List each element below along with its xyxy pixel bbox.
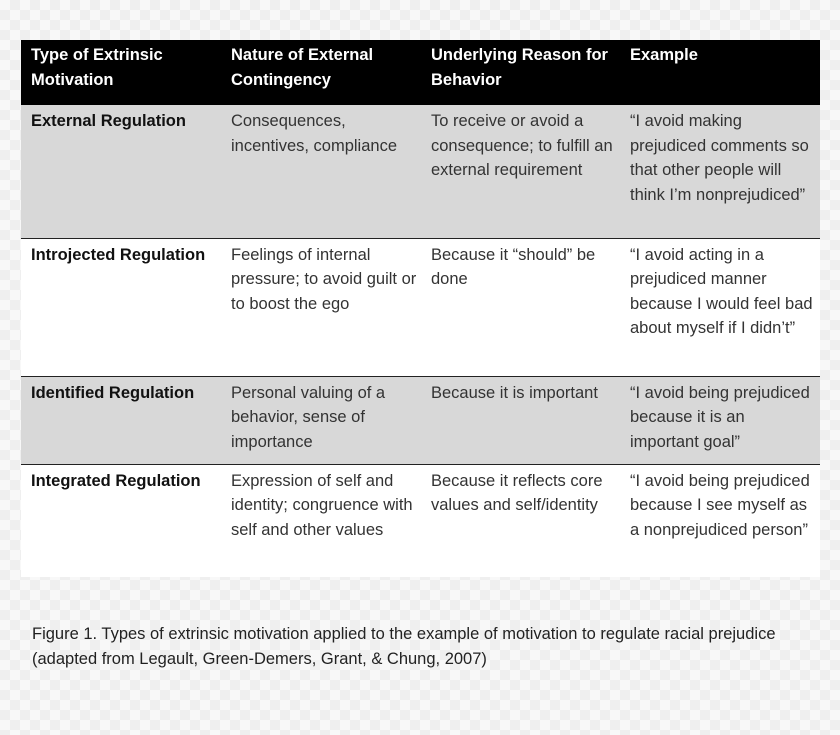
row-example: “I avoid being prejudiced because it is an important goal”: [620, 376, 820, 464]
row-reason: Because it “should” be done: [421, 238, 620, 376]
row-type: Integrated Regulation: [31, 471, 201, 490]
row-contingency: Personal valuing of a behavior, sense of importance: [221, 376, 421, 464]
row-type: External Regulation: [21, 105, 221, 238]
row-contingency: Expression of self and identity; congruence with self and other values: [231, 471, 413, 539]
header-reason: Underlying Reason for Behavior: [431, 46, 608, 89]
row-example: “I avoid acting in a prejudiced manner because I would feel bad about myself if I didn’t”: [620, 238, 820, 376]
table-row: [21, 238, 820, 376]
table-header-row: [21, 40, 820, 105]
row-reason: To receive or avoid a consequence; to fulfill an external requirement: [421, 105, 620, 238]
row-example: “I avoid making prejudiced comments so that other people will think I’m nonprejudiced”: [620, 105, 820, 238]
row-contingency: Consequences, incentives, compliance: [221, 105, 421, 238]
row-reason: Because it is important: [421, 376, 620, 464]
row-type: Introjected Regulation: [21, 238, 221, 376]
table-row: [21, 376, 820, 464]
row-type: Identified Regulation: [21, 376, 221, 464]
row-example: “I avoid being prejudiced because I see myself as a nonprejudiced person”: [630, 471, 810, 539]
table-row: [21, 464, 820, 577]
row-contingency: Feelings of internal pressure; to avoid guilt or to boost the ego: [221, 238, 421, 376]
caption-line-1: Figure 1. Types of extrinsic motivation applied to the example of motivation to regulate racial prejudice: [32, 625, 776, 643]
row-reason: Because it reflects core values and self/identity: [431, 471, 603, 514]
header-contingency: Nature of External Contingency: [231, 46, 374, 89]
header-type: Type of Extrinsic Motivation: [31, 46, 163, 89]
figure-caption: [32, 622, 832, 671]
header-example: Example: [630, 46, 698, 64]
table-row: [21, 105, 820, 238]
extrinsic-motivation-table: [21, 40, 820, 577]
caption-line-2: (adapted from Legault, Green-Demers, Grant, & Chung, 2007): [32, 649, 487, 668]
